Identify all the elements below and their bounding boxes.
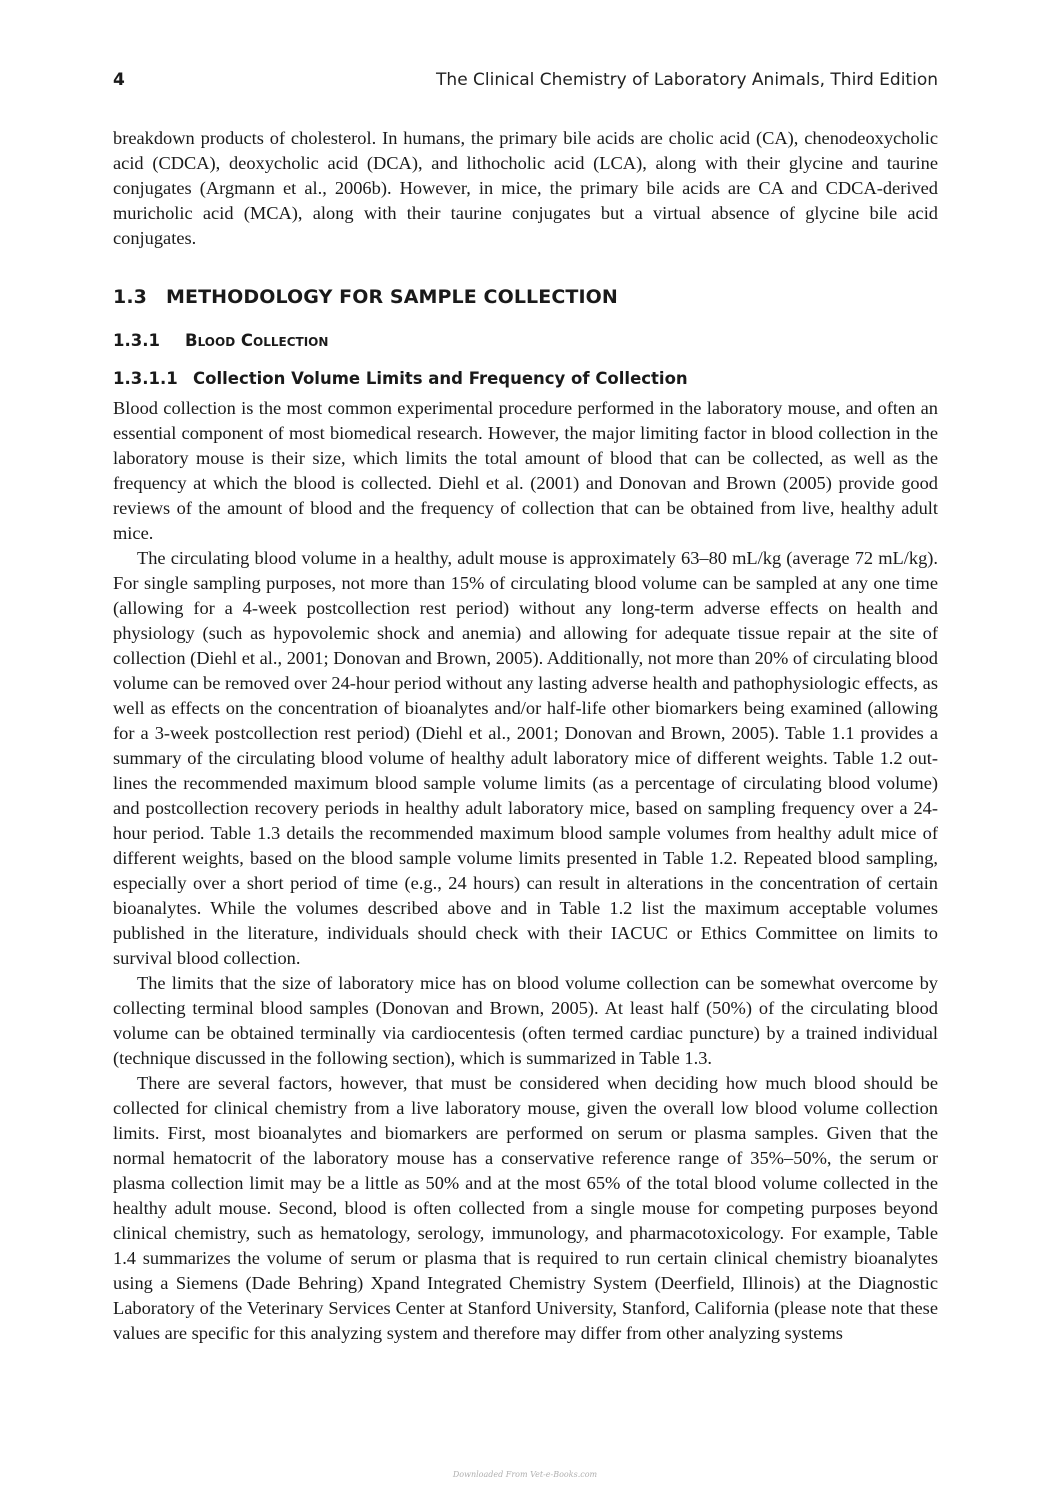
- page-number: 4: [113, 70, 125, 90]
- intro-paragraph: breakdown products of cholesterol. In humans, the primary bile acids are cholic acid (CA), chenodeoxycholic acid (CDCA), deoxycholic acid (DCA), and lithocholic acid (LCA), along with their glycine and taurine conjugates (Argmann et al., 2006b). However, in mice, the primary bile acids are CA and CDCA-derived muricholic acid (MCA), along with their taurine conjugates but a virtual absence of glycine bile acid conjugates.: [113, 128, 938, 248]
- subsection-number: 1.3.1: [113, 331, 160, 350]
- body-paragraph: There are several factors, however, that must be considered when deciding how much blood should be collected for clinical chemistry from a live laboratory mouse, given the overall low blood volume collection limits. First, most bioanalytes and biomarkers are performed on serum or plasma samples. Given that the normal hematocrit of the laboratory mouse has a conservative reference range of 35%–50%, the serum or plasma collection limit may be a little as 50% and at the most 65% of the total blood volume collected in the healthy adult mouse. Second, blood is often collected from a single mouse for competing purposes beyond clinical chemistry, such as hematology, serology, immunology, and pharmacotoxicology. For example, Table 1.4 summarizes the volume of serum or plasma that is required to run certain clinical chemistry bioanalytes using a Siemens (Dade Behring) Xpand Integrated Chemistry System (Deerfield, Illinois) at the Diagnostic Laboratory of the Veterinary Services Center at Stanford University, Stanford, California (please note that these values are specific for this analyzing system and therefore may differ from other analyzing systems: [113, 1073, 938, 1343]
- subsection-heading: [113, 331, 328, 350]
- subsubsection-number: 1.3.1.1: [113, 369, 178, 388]
- download-watermark: Downloaded From Vet-e-Books.com: [452, 1470, 598, 1479]
- body-paragraph: Blood collection is the most common experimental procedure performed in the laboratory mouse, and often an essential component of most biomedical research. However, the major limiting factor in blood collection in the laboratory mouse is their size, which limits the total amount of blood that can be collected, as well as the frequency at which the blood is collected. Diehl et al. (2001) and Donovan and Brown (2005) provide good reviews of the amount of blood and the frequency of collection that can be obtained from live, healthy adult mice.: [113, 398, 938, 543]
- section-number: 1.3: [113, 286, 147, 308]
- running-header: [113, 70, 938, 96]
- main-body: [113, 396, 938, 1346]
- body-paragraph: The circulating blood volume in a healthy, adult mouse is approximately 63–80 mL/kg (average 72 mL/kg). For single sampling purposes, not more than 15% of circulating blood volume can be sampled at any one time (allowing for a 4-week postcollection rest period) without any long-term adverse effects on health and physiology (such as hypovolemic shock and anemia) and allowing for adequate tissue repair at the site of collection (Diehl et al., 2001; Donovan and Brown, 2005). Additionally, not more than 20% of circulating blood volume can be removed over 24-hour period without any lasting adverse health and pathophysiologic effects, as well as effects on the concentration of bioanalytes and/or half-life other biomarkers being examined (allowing for a 3-week postcollection rest period) (Diehl et al., 2001; Donovan and Brown, 2005). Table 1.1 provides a summary of the circulating blood volume of healthy adult laboratory mice of different weights. Table 1.2 outlines the recommended maximum blood sample volume limits (as a percentage of circulating blood volume) and postcollection recovery periods in healthy adult laboratory mice, based on sampling frequency over a 24-hour period. Table 1.3 details the recommended maximum blood sample volumes from healthy adult mice of different weights, based on the blood sample volume limits presented in Table 1.2. Repeated blood sampling, especially over a short period of time (e.g., 24 hours) can result in alterations in the concentration of certain bioanalytes. While the volumes described above and in Table 1.2 list the maximum acceptable volumes published in the literature, individuals should check with their IACUC or Ethics Committee on limits to survival blood collection.: [113, 548, 938, 968]
- book-title: The Clinical Chemistry of Laboratory Animals, Third Edition: [436, 70, 938, 90]
- subsubsection-heading: [113, 369, 688, 388]
- subsection-title: Blood Collection: [185, 331, 329, 350]
- subsubsection-title: Collection Volume Limits and Frequency of Collection: [193, 369, 688, 388]
- body-paragraph: The limits that the size of laboratory mice has on blood volume collection can be somewhat overcome by collecting terminal blood samples (Donovan and Brown, 2005). At least half (50%) of the circulating blood volume can be obtained terminally via cardiocentesis (often termed cardiac puncture) by a trained individual (technique discussed in the following section), which is summarized in Table 1.3.: [113, 973, 938, 1068]
- section-title: METHODOLOGY FOR SAMPLE COLLECTION: [166, 286, 618, 308]
- section-heading: [113, 286, 618, 308]
